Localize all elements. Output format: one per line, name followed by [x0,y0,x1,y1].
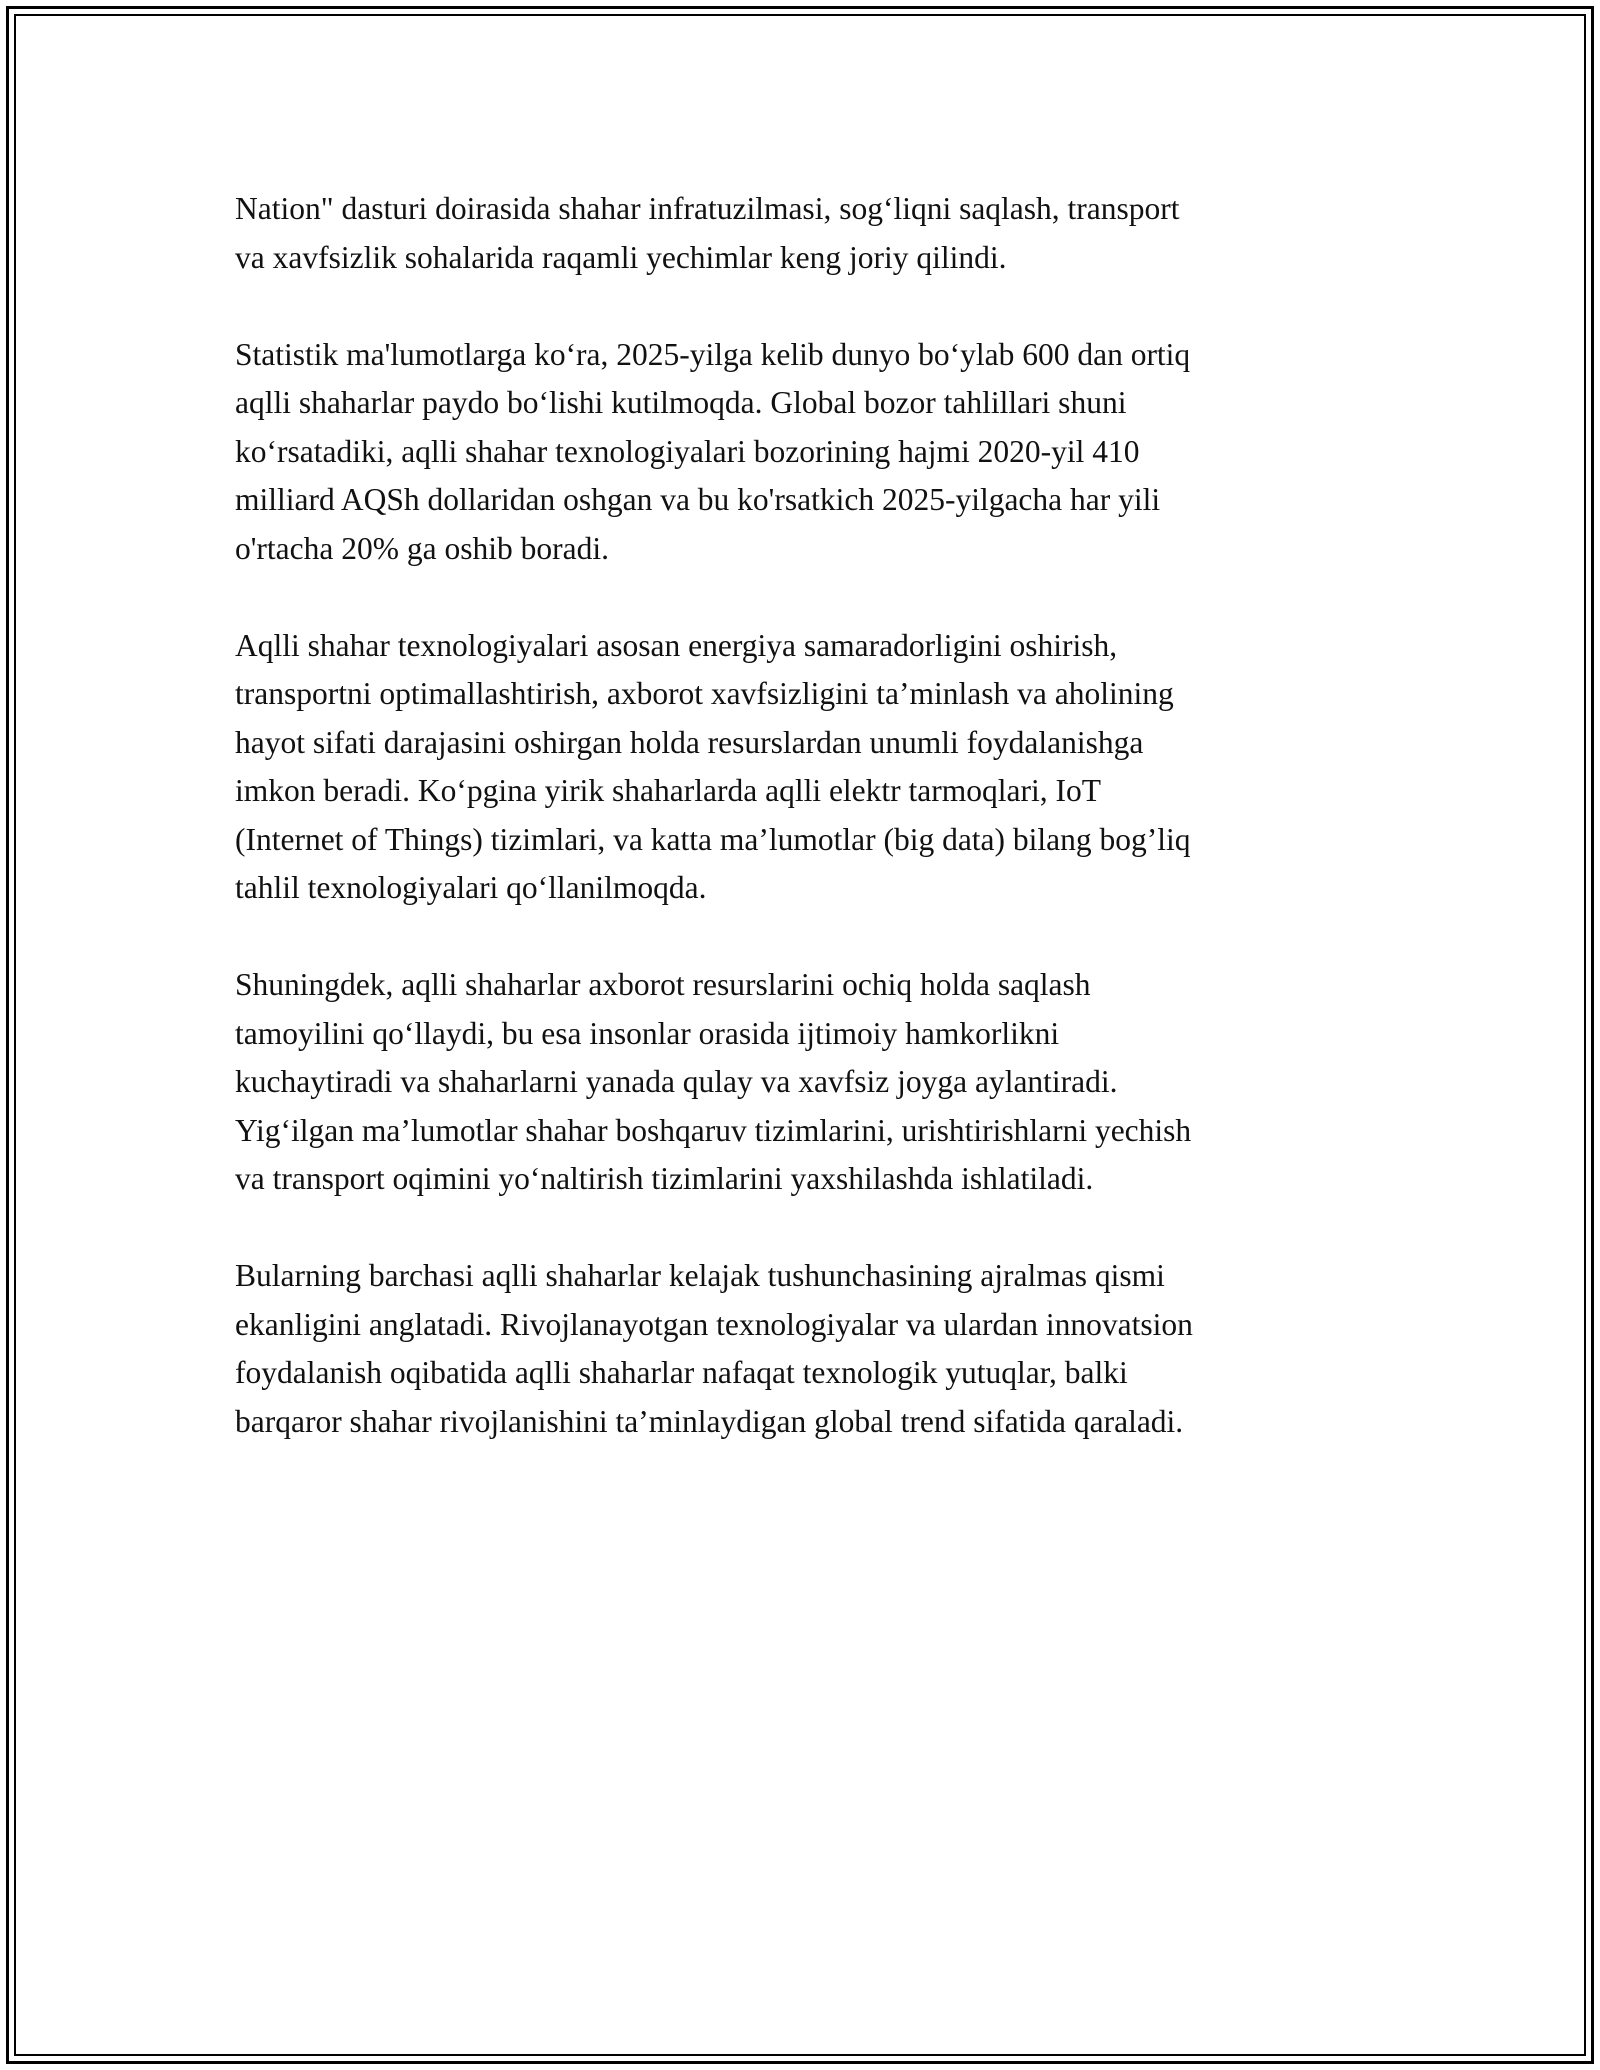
document-body [235,185,1365,1495]
paragraph-smart-nation-continuation: Nation" dasturi doirasida shahar infratuzilmasi, sog‘liqni saqlash, transport va xavfsizlik sohalarida raqamli yechimlar keng joriy qilindi. [235,191,1180,275]
paragraph-statistics: Statistik ma'lumotlarga ko‘ra, 2025-yilga kelib dunyo bo‘ylab 600 dan ortiq aqlli shaharlar paydo bo‘lishi kutilmoqda. Global bozor tahlillari shuni ko‘rsatadiki, aqlli shahar texnologiyalari bozorining hajmi 2020-yil 410 milliard AQSh dollaridan oshgan va bu ko'rsatkich 2025-yilgacha har yili o'rtacha 20% ga oshib boradi. [235,336,1191,566]
paragraph-conclusion: Bularning barchasi aqlli shaharlar kelajak tushunchasining ajralmas qismi ekanligini anglatadi. Rivojlanayotgan texnologiyalar va ulardan innovatsion foydalanish oqibatida aqlli shaharlar nafaqat texnologik yutuqlar, balki barqaror shahar rivojlanishini ta’minlaydigan global trend sifatida qaraladi. [235,1258,1193,1439]
paragraph-open-data: Shuningdek, aqlli shaharlar axborot resurslarini ochiq holda saqlash tamoyilini qo‘llaydi, bu esa insonlar orasida ijtimoiy hamkorlikni kuchaytiradi va shaharlarni yanada qulay va xavfsiz joyga aylantiradi. Yig‘ilgan ma’lumotlar shahar boshqaruv tizimlarini, urishtirishlarni yechish va transport oqimini yo‘naltirish tizimlarini yaxshilashda ishlatiladi. [235,967,1192,1196]
paragraph-technologies: Aqlli shahar texnologiyalari asosan energiya samaradorligini oshirish, transportni optimallashtirish, axborot xavfsizligini ta’minlash va aholining hayot sifati darajasini oshirgan holda resurslardan unumli foydalanishga imkon beradi. Ko‘pgina yirik shaharlarda aqlli elektr tarmoqlari, IoT (Internet of Things) tizimlari, va katta ma’lumotlar (big data) bilang bog’liq tahlil texnologiyalari qo‘llanilmoqda. [235,627,1191,905]
